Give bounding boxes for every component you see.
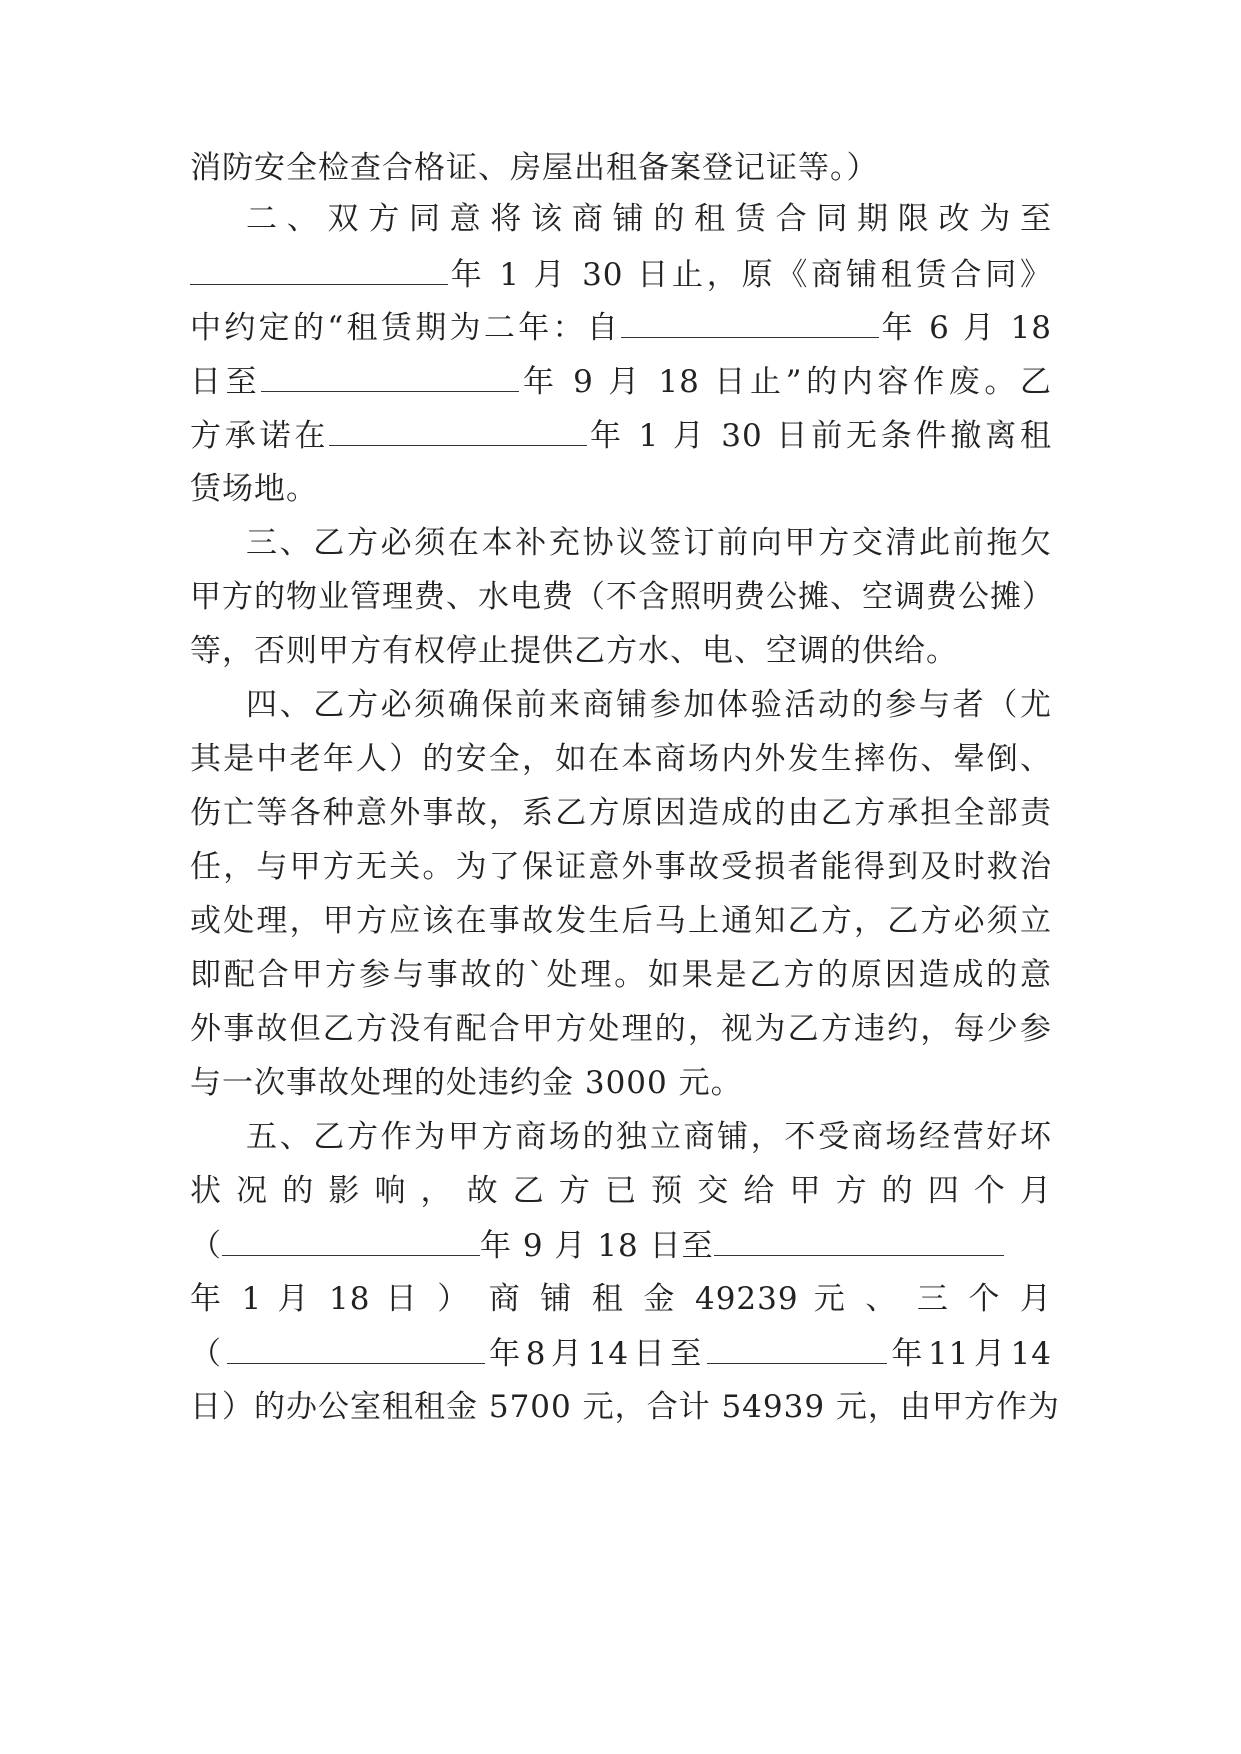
text-segment: 三、乙方必须在本补充协议签订前向甲方交清此前拖欠 xyxy=(246,525,1052,561)
text-segment: 状 况 的 影 响 ， 故 乙 方 已 预 交 给 甲 方 的 四 个 月 xyxy=(190,1173,1052,1209)
text-line xyxy=(190,254,1052,295)
blank-field xyxy=(222,1225,480,1256)
text-line xyxy=(190,1333,1052,1374)
text-line xyxy=(190,469,1052,509)
text-line xyxy=(190,307,1052,348)
text-segment: 赁场地。 xyxy=(190,471,318,507)
text-line xyxy=(190,739,1052,779)
text-line xyxy=(190,955,1052,995)
text-segment: 中约定的“租赁期为二年：自 xyxy=(190,310,622,346)
text-line xyxy=(190,1387,1060,1427)
text-line xyxy=(190,793,1052,833)
text-line xyxy=(190,1171,1052,1211)
text-segment: （ xyxy=(190,1228,222,1264)
text-segment: 任，与甲方无关。为了保证意外事故受损者能得到及时救治 xyxy=(190,849,1052,885)
text-segment: 甲方的物业管理费、水电费（不含照明费公摊、空调费公摊） xyxy=(190,579,1054,615)
text-line xyxy=(190,901,1052,941)
text-line xyxy=(190,847,1052,887)
text-segment: 方承诺在 xyxy=(190,418,330,454)
text-segment: 年 1 月 30 日前无条件撤离租 xyxy=(587,418,1052,454)
blank-field xyxy=(227,1333,485,1364)
text-segment: 年 1 月 18 日 ） 商 铺 租 金 49239 元 、 三 个 月 xyxy=(190,1281,1053,1317)
text-line xyxy=(190,1009,1052,1049)
blank-field xyxy=(190,254,448,285)
text-line xyxy=(190,361,1052,402)
text-segment: 四、乙方必须确保前来商铺参加体验活动的参与者（尤 xyxy=(246,687,1052,723)
text-segment: 等，否则甲方有权停止提供乙方水、电、空调的供给。 xyxy=(190,633,958,669)
text-segment: 日）的办公室租租金 5700 元，合计 54939 元，由甲方作为 xyxy=(190,1389,1060,1425)
text-segment: 或处理，甲方应该在事故发生后马上通知乙方，乙方必须立 xyxy=(190,903,1052,939)
text-line xyxy=(246,1117,1052,1157)
text-segment: 与一次事故处理的处违约金 3000 元。 xyxy=(190,1065,743,1101)
text-segment: 年 9 月 18 日止”的内容作废。乙 xyxy=(519,364,1053,400)
text-line xyxy=(190,631,1052,671)
text-line xyxy=(190,1279,1052,1319)
text-line xyxy=(246,523,1052,563)
blank-field xyxy=(621,307,879,338)
text-line xyxy=(246,199,1052,239)
text-segment: （ xyxy=(190,1336,227,1372)
blank-field xyxy=(329,415,587,446)
text-line xyxy=(190,1063,1052,1103)
text-segment: 二、双方同意将该商铺的租赁合同期限改为至 xyxy=(246,201,1052,237)
text-segment: 消防安全检查合格证、房屋出租备案登记证等。） xyxy=(190,150,879,186)
text-segment: 五、乙方作为甲方商场的独立商铺，不受商场经营好坏 xyxy=(246,1119,1052,1155)
blank-field xyxy=(707,1333,887,1364)
text-segment: 年 9 月 18 日至 xyxy=(480,1228,714,1264)
text-line xyxy=(190,148,1052,188)
text-line xyxy=(190,1225,1052,1266)
text-segment: 伤亡等各种意外事故，系乙方原因造成的由乙方承担全部责 xyxy=(190,795,1052,831)
blank-field xyxy=(714,1225,1004,1256)
text-segment: 年 6 月 18 xyxy=(879,310,1052,346)
text-segment: 年 1 月 30 日止，原《商铺租赁合同》 xyxy=(448,257,1052,293)
blank-field xyxy=(261,361,519,392)
text-line xyxy=(190,415,1052,456)
text-line xyxy=(190,577,1052,617)
text-segment: 即配合甲方参与事故的`处理。如果是乙方的原因造成的意 xyxy=(190,957,1052,993)
text-segment: 外事故但乙方没有配合甲方处理的，视为乙方违约，每少参 xyxy=(190,1011,1052,1047)
text-segment: 日至 xyxy=(190,364,262,400)
text-segment: 年8月14日至 xyxy=(484,1336,707,1372)
text-segment: 年11月14 xyxy=(886,1336,1052,1372)
text-line xyxy=(246,685,1052,725)
text-segment: 其是中老年人）的安全，如在本商场内外发生摔伤、晕倒、 xyxy=(190,741,1052,777)
